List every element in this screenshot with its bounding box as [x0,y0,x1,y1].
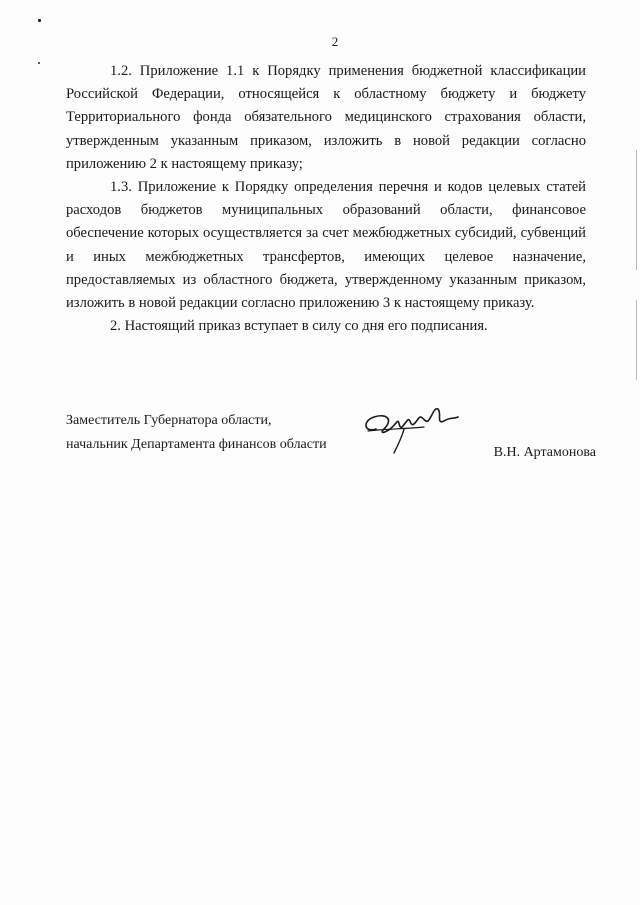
paragraph-2: 2. Настоящий приказ вступает в силу со дня его подписания. [110,318,488,335]
paragraph-1-2: 1.2. Приложение 1.1 к Порядку применения бюджетной классификации Российской Федерации, относящейся к областному бюджету и бюджету Территориального фонда обязательного медицинского страхования области, утвержденным указанным приказом, изложить в новой редакции согласно приложению 2 к настоящему приказу; [66,63,586,172]
signatory-position-line1: Заместитель Губернатора области, [66,413,272,428]
scan-speck [38,19,41,22]
document-body [66,60,586,338]
handwritten-signature [354,399,464,459]
scan-edge-mark [636,150,637,270]
paragraph-1-3: 1.3. Приложение к Порядку определения перечня и кодов целевых статей расходов бюджетов муниципальных образований области, финансовое обеспечение которых осуществляется за счет межбюджетных субсидий, субвенций и иных межбюджетных трансфертов, имеющих целевое назначение, предоставляемых из областного бюджета, утвержденному указанным приказом, изложить в новой редакции согласно приложению 3 к настоящему приказу. [66,179,586,312]
signatory-name: В.Н. Артамонова [493,445,596,460]
signatory-position-line2: начальник Департамента финансов области [66,437,327,452]
scan-speck [38,62,40,64]
scan-edge-mark [636,300,637,380]
page-number: 2 [331,34,339,49]
signature-block [66,411,596,471]
